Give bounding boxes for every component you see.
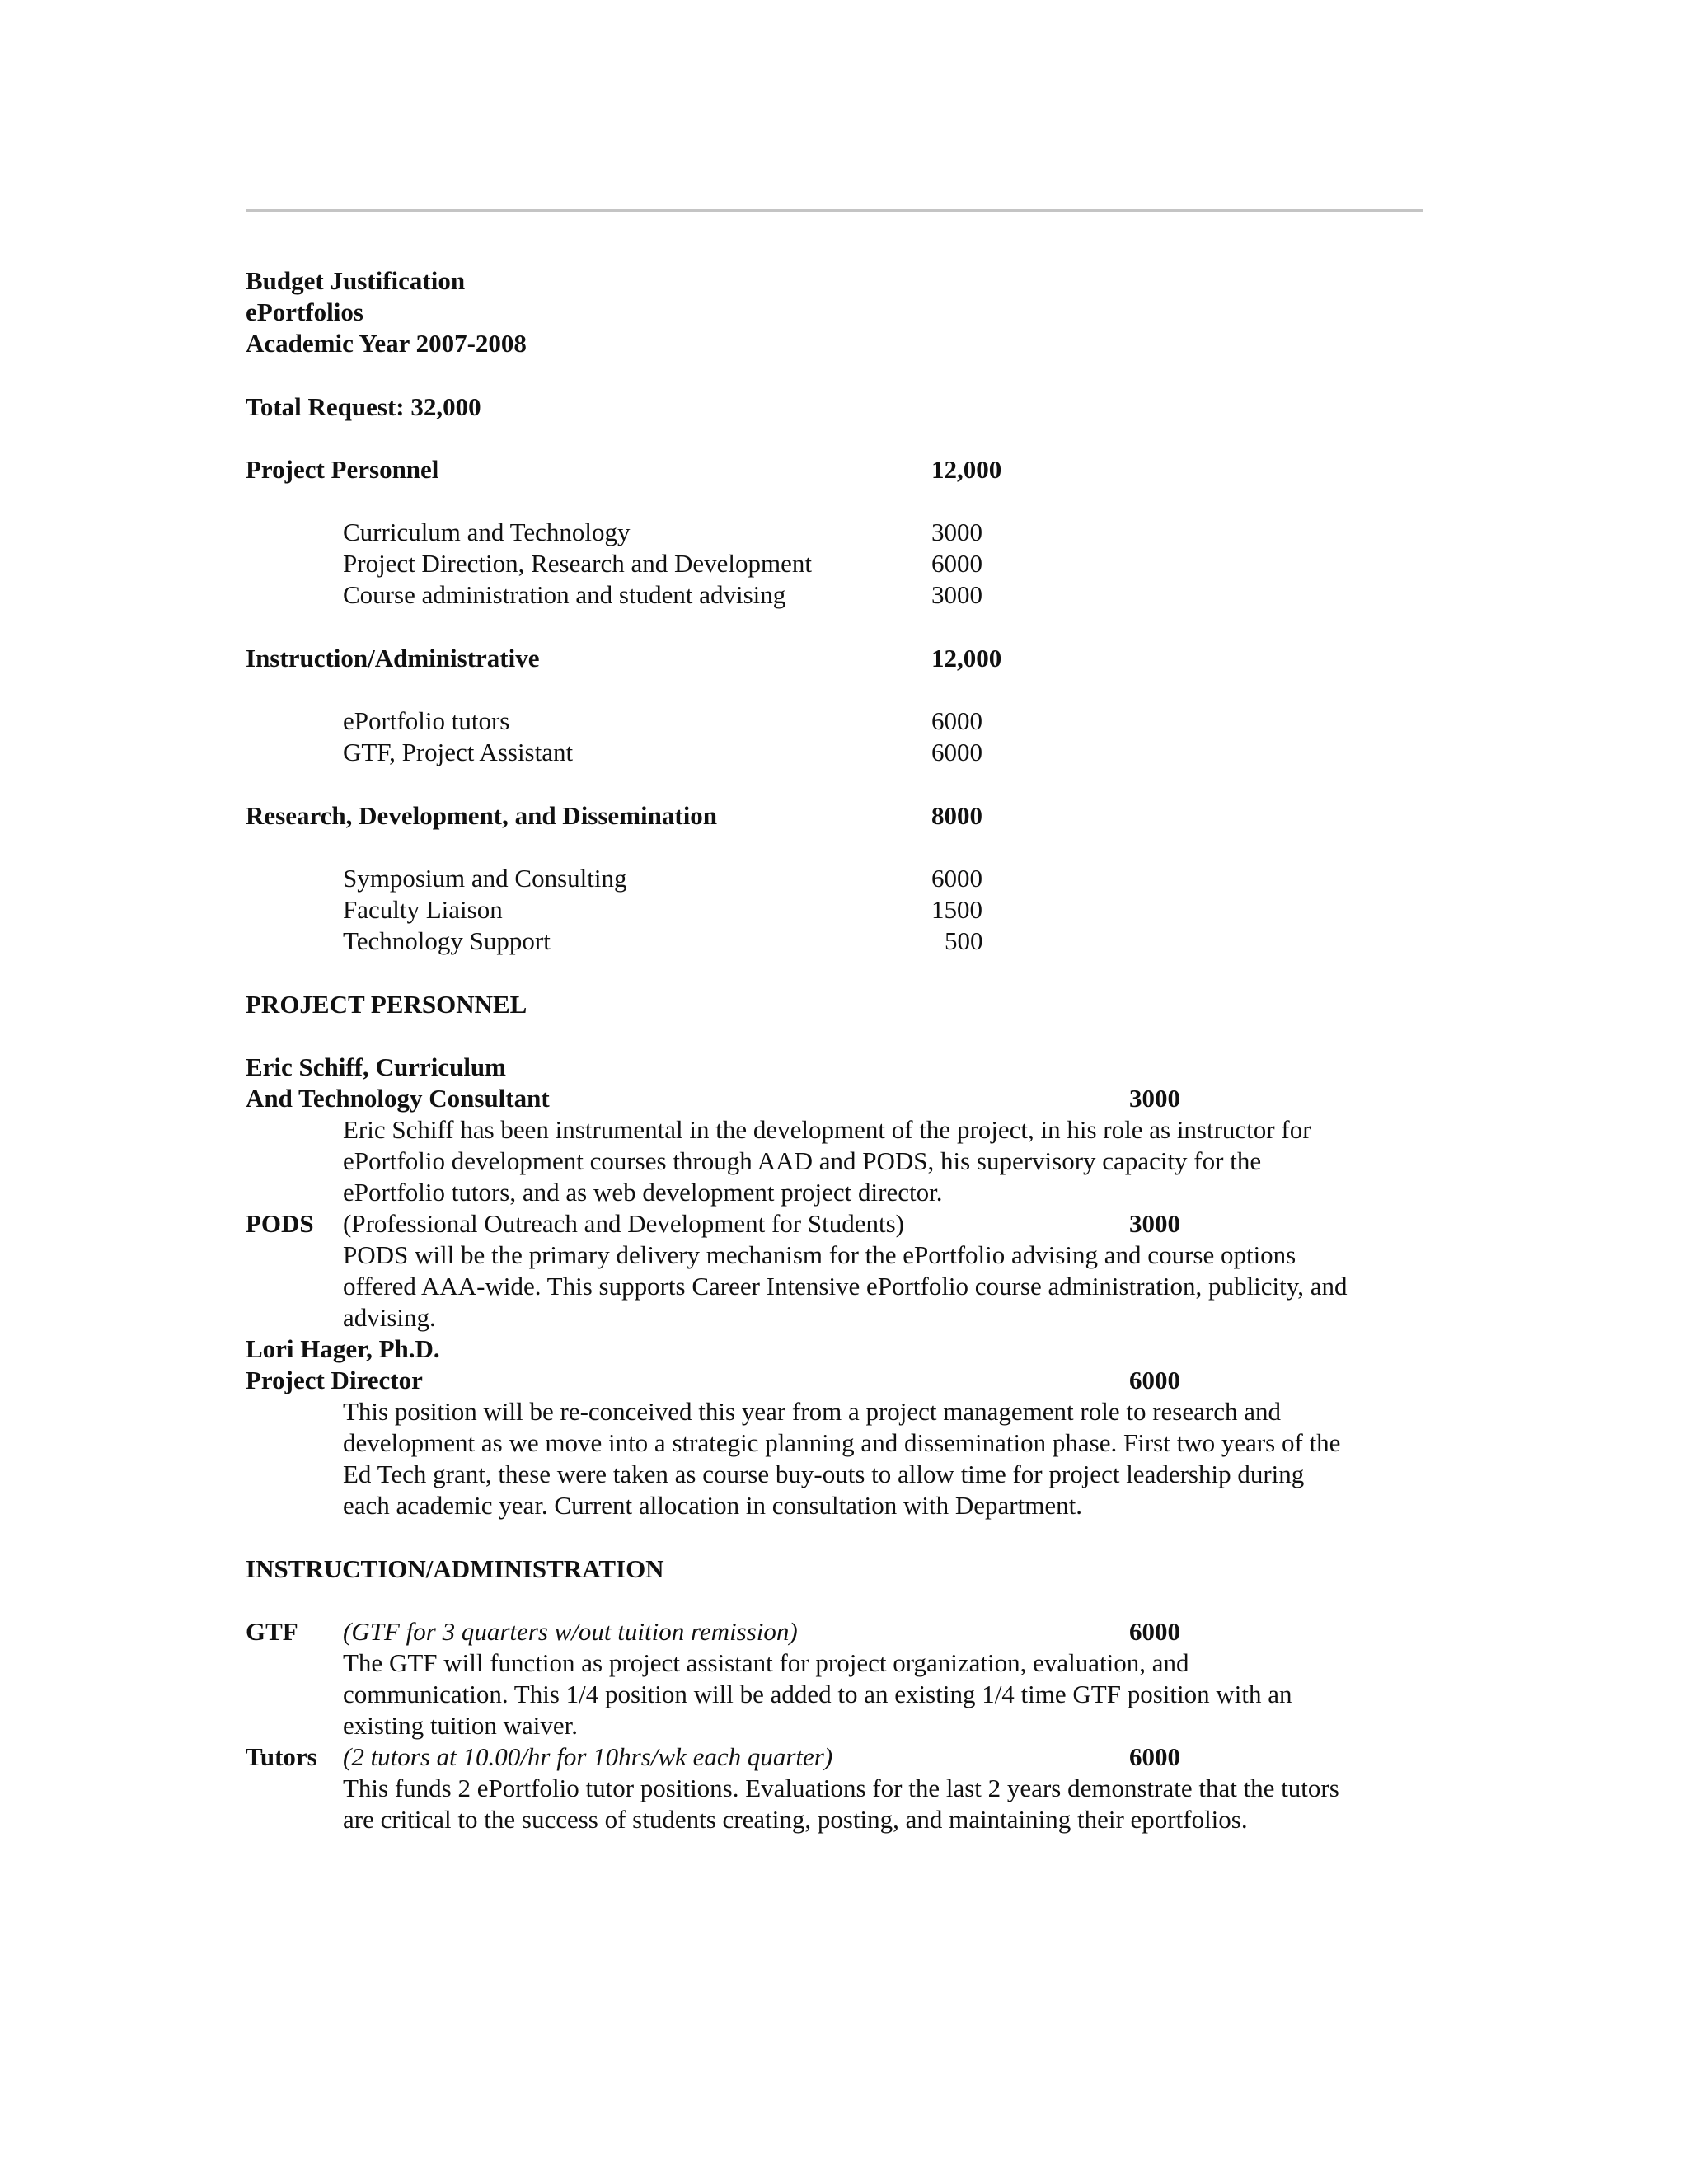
summary-item-label: Faculty Liaison <box>343 895 503 924</box>
summary-item-label: Symposium and Consulting <box>343 864 627 893</box>
description-line: existing tuition waiver. <box>343 1711 578 1740</box>
description-line: offered AAA-wide. This supports Career Intensive ePortfolio course administration, publicity, and <box>343 1272 1348 1301</box>
line-item-amount: 6000 <box>1129 1617 1180 1646</box>
summary-item-amount: 500 <box>945 926 983 955</box>
summary-item-label: ePortfolio tutors <box>343 706 510 735</box>
line-item-note: (Professional Outreach and Development for Students) <box>343 1209 904 1238</box>
description-line: Ed Tech grant, these were taken as course buy-outs to allow time for project leadership during <box>343 1460 1305 1488</box>
summary-item-label: Curriculum and Technology <box>343 518 631 546</box>
section-heading: PROJECT PERSONNEL <box>246 990 528 1019</box>
summary-item-label: Course administration and student advising <box>343 580 786 609</box>
top-rule <box>246 209 1423 212</box>
summary-item-amount: 3000 <box>931 580 982 609</box>
total-request: Total Request: 32,000 <box>246 392 481 421</box>
line-item-label: GTF <box>246 1617 298 1646</box>
summary-item-label: GTF, Project Assistant <box>343 738 574 766</box>
summary-item-amount: 6000 <box>931 738 982 766</box>
summary-heading: Research, Development, and Dissemination <box>246 801 718 830</box>
personnel-amount: 6000 <box>1129 1366 1180 1394</box>
personnel-role: Project Director <box>246 1366 423 1394</box>
summary-item-amount: 6000 <box>931 706 982 735</box>
line-item-note: (GTF for 3 quarters w/out tuition remission) <box>343 1617 798 1646</box>
summary-heading: Project Personnel <box>246 455 439 484</box>
summary-amount: 12,000 <box>931 455 1002 484</box>
summary-item-amount: 6000 <box>931 549 982 578</box>
personnel-name: Lori Hager, Ph.D. <box>246 1334 440 1363</box>
academic-year: Academic Year 2007-2008 <box>246 329 527 358</box>
line-item-amount: 6000 <box>1129 1742 1180 1771</box>
line-item-note: (2 tutors at 10.00/hr for 10hrs/wk each quarter) <box>343 1742 833 1771</box>
description-line: PODS will be the primary delivery mechanism for the ePortfolio advising and course options <box>343 1240 1296 1269</box>
summary-heading: Instruction/Administrative <box>246 644 540 673</box>
summary-item-amount: 6000 <box>931 864 982 893</box>
description-line: advising. <box>343 1303 436 1332</box>
summary-amount: 12,000 <box>931 644 1002 673</box>
section-heading: INSTRUCTION/ADMINISTRATION <box>246 1554 664 1583</box>
description-line: ePortfolio development courses through AAD and PODS, his supervisory capacity for the <box>343 1146 1262 1175</box>
description-line: This position will be re-conceived this year from a project management role to research and <box>343 1397 1281 1426</box>
document-title: Budget Justification <box>246 266 466 295</box>
summary-amount: 8000 <box>931 801 982 830</box>
line-item-label: PODS <box>246 1209 314 1238</box>
description-line: are critical to the success of students creating, posting, and maintaining their eportfolios. <box>343 1805 1248 1834</box>
description-line: The GTF will function as project assistant for project organization, evaluation, and <box>343 1648 1189 1677</box>
description-line: This funds 2 ePortfolio tutor positions. Evaluations for the last 2 years demonstrate that the tutors <box>343 1774 1339 1802</box>
summary-item-amount: 3000 <box>931 518 982 546</box>
personnel-amount: 3000 <box>1129 1209 1180 1238</box>
document-subtitle: ePortfolios <box>246 298 363 326</box>
personnel-role: And Technology Consultant <box>246 1084 550 1113</box>
description-line: development as we move into a strategic planning and dissemination phase. First two years of the <box>343 1428 1341 1457</box>
description-line: each academic year. Current allocation in consultation with Department. <box>343 1491 1082 1520</box>
summary-item-label: Technology Support <box>343 926 551 955</box>
personnel-name: Eric Schiff, Curriculum <box>246 1052 506 1081</box>
summary-item-label: Project Direction, Research and Development <box>343 549 812 578</box>
description-line: communication. This 1/4 position will be added to an existing 1/4 time GTF position with an <box>343 1680 1292 1708</box>
personnel-amount: 3000 <box>1129 1084 1180 1113</box>
description-line: Eric Schiff has been instrumental in the development of the project, in his role as instructor for <box>343 1115 1311 1144</box>
line-item-label: Tutors <box>246 1742 317 1771</box>
summary-item-amount: 1500 <box>931 895 982 924</box>
description-line: ePortfolio tutors, and as web development project director. <box>343 1178 943 1207</box>
